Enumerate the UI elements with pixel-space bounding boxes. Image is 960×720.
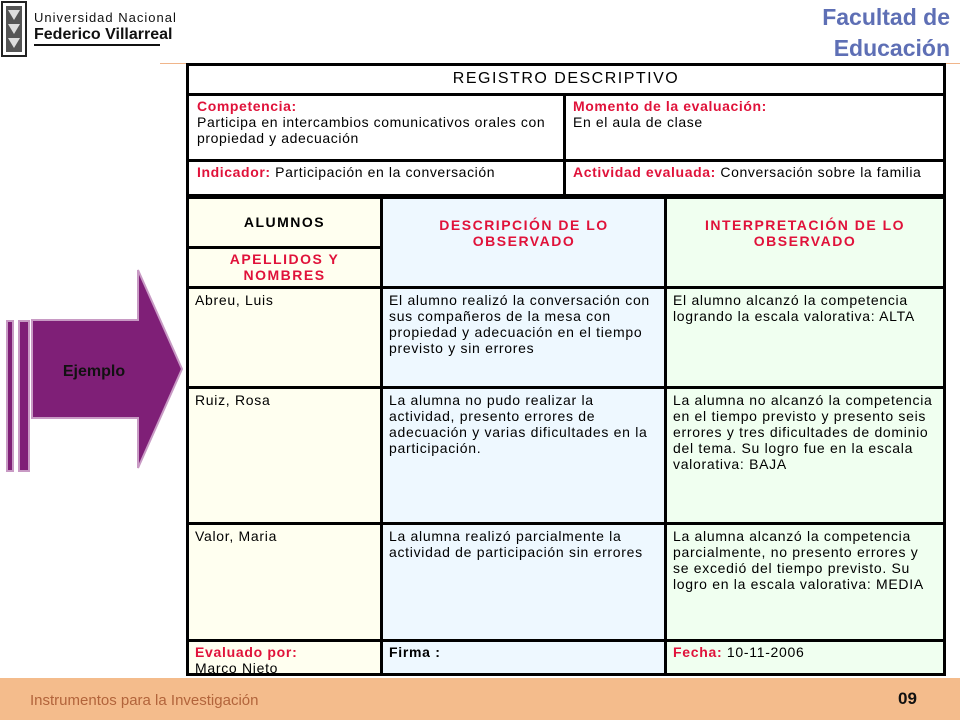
indicador-value: Participación en la conversación: [275, 164, 496, 180]
university-name-line2: Federico Villarreal: [34, 26, 173, 43]
row2-descripcion: La alumna no pudo realizar la actividad, presento errores de adecuación y varias dificultades en la participación.: [389, 392, 648, 456]
university-seal-logo: [0, 0, 28, 58]
header-alumnos: ALUMNOS: [243, 214, 326, 230]
evaluado-cell: [189, 642, 380, 679]
row3-interpretacion: La alumna alcanzó la competencia parcialmente, no presento errores y se excedió del tiempo previsto. Su logro en la escala valorativa: MEDIA: [673, 528, 924, 592]
arrow-tail-bar-1: [6, 320, 14, 472]
university-name-line1: Universidad Nacional: [34, 10, 177, 25]
momento-label: Momento de la evaluación:: [573, 98, 767, 114]
row3-name: Valor, Maria: [195, 528, 278, 544]
row1-name: Abreu, Luis: [195, 292, 274, 308]
row2-name: Ruiz, Rosa: [195, 392, 271, 408]
actividad-value: Conversación sobre la familia: [720, 164, 922, 180]
actividad-label: Actividad evaluada:: [573, 164, 716, 180]
momento-cell: [569, 97, 953, 131]
table-divider: [189, 159, 943, 162]
competencia-cell: [193, 97, 567, 147]
evaluado-value: Marco Nieto: [195, 660, 279, 676]
row1-descripcion: El alumno realizó la conversación con sus compañeros de la mesa con propiedad y adecuación en el tiempo previsto y sin errores: [389, 292, 650, 356]
faculty-title-line2: Educación: [833, 35, 950, 61]
indicador-cell: [193, 163, 567, 181]
row2-interpretacion: La alumna no alcanzó la competencia en el tiempo previsto y presento seis errores y tres dificultades de dominio del tema. Su logro fue en la escala valorativa: BAJA: [673, 392, 933, 472]
competencia-label: Competencia:: [197, 98, 297, 114]
registro-header-table: [186, 63, 946, 197]
firma-label: Firma :: [389, 644, 441, 660]
momento-value: En el aula de clase: [573, 114, 703, 130]
faculty-title-line1: Facultad de: [822, 4, 950, 30]
table-divider: [189, 246, 380, 249]
observation-table: [186, 196, 946, 676]
fecha-label: Fecha:: [673, 644, 723, 660]
competencia-value: Participa en intercambios comunicativos orales con propiedad y adecuación: [197, 114, 546, 146]
fecha-cell: [667, 642, 943, 663]
row3-descripcion: La alumna realizó parcialmente la actividad de participación sin errores: [389, 528, 643, 560]
indicador-label: Indicador:: [197, 164, 271, 180]
example-label: Ejemplo: [62, 363, 126, 380]
university-underline: [34, 44, 160, 46]
form-title: REGISTRO DESCRIPTIVO: [189, 66, 943, 96]
evaluado-label: Evaluado por:: [195, 644, 298, 660]
footer-text: Instrumentos para la Investigación: [30, 692, 259, 709]
fecha-value: 10-11-2006: [726, 644, 805, 660]
header-apellidos: APELLIDOS Y NOMBRES: [229, 251, 340, 283]
row1-interpretacion: El alumno alcanzó la competencia logrando la escala valorativa: ALTA: [673, 292, 915, 324]
page-number: 09: [898, 689, 917, 708]
actividad-cell: [569, 163, 953, 181]
header-interpretacion: INTERPRETACIÓN DE LO OBSERVADO: [704, 217, 906, 249]
faculty-title: [750, 2, 950, 64]
header-descripcion: DESCRIPCIÓN DE LO OBSERVADO: [439, 217, 609, 249]
